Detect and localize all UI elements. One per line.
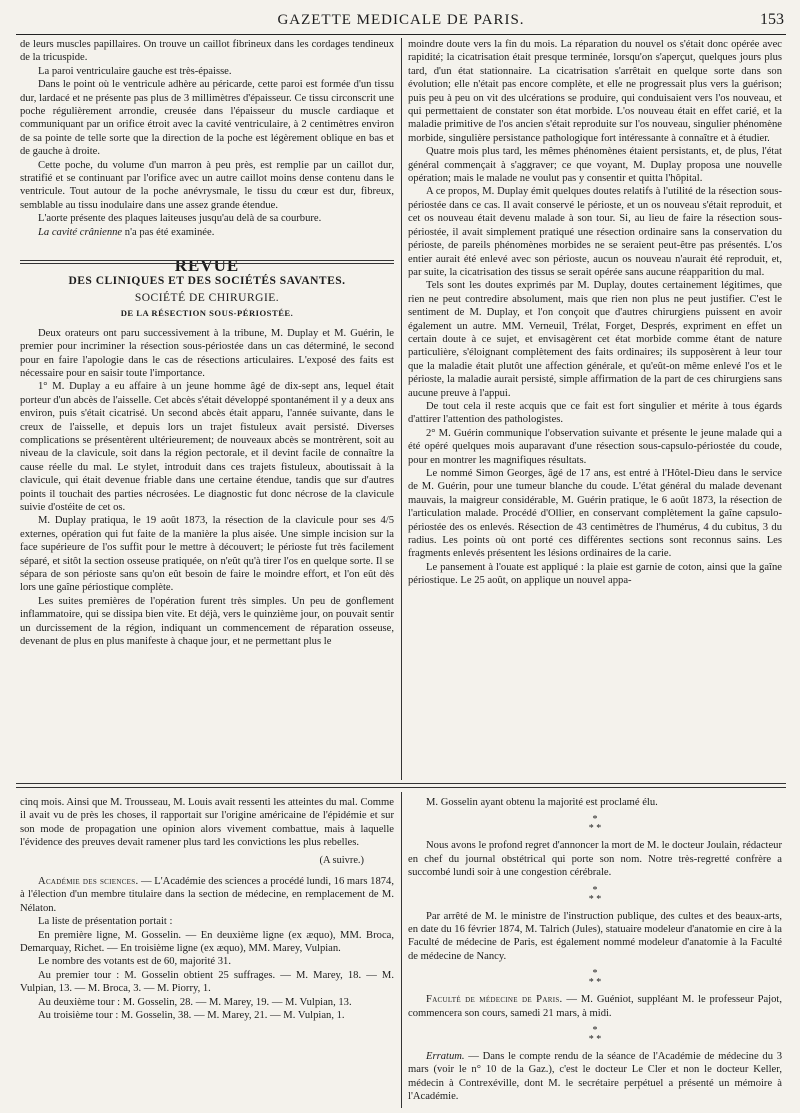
- paragraph: Cette poche, du volume d'un marron à peu près, est remplie par un caillot dur, stratifié et se continuant par l'orifice avec un autre caillot moins dense contenu dans le ventricule. Tout autour de la poche anévrysmale, le tissu du cœur est dur, fibreux, semblable au tissu inodulaire dans une assez grande étendue.: [20, 159, 394, 211]
- paragraph: Deux orateurs ont paru successivement à la tribune, M. Duplay et M. Guérin, le premier pour incriminer la résection sous-périostée dans un cas déterminé, le second pour en faire l'apologie dans le cas de résections articulaires. L'exposé des faits est nécessaire pour en saisir toute l'importance.: [20, 327, 394, 379]
- paragraph: L'aorte présente des plaques laiteuses jusqu'au delà de sa courbure.: [38, 213, 322, 225]
- paragraph: Nous avons le profond regret d'annoncer la mort de M. le docteur Joulain, rédacteur en chef du journal obstétrical qui porte son nom. Notre très-regretté confrère a succombé lundi soir à une congestion cérébrale.: [408, 840, 782, 879]
- paragraph: [408, 1050, 782, 1104]
- paragraph: moindre doute vers la fin du mois. La réparation du nouvel os s'était donc opérée avec rapidité; la cicatrisation était presque terminée, lorsqu'on s'aperçut, quelques jours plus tard, d'un état stationnaire. La cicatrisation s'arrêtait en quelque sorte dans son évolution; elle n'était pas encore complète, et elle ne progressait plus vers la guérison; puis peu à peu on vit des ulcérations se produire, qui conduisaient vers l'os nouveau, et qui permettaient de constater son état morbide. L'os nouveau était en effet carié, et la maladie primitive de l'os ancien s'était reproduite sur l'os nouveau, singulier phénomène morbide, singulière persistance pathologique fort intéressante à connaître et à étudier.: [408, 39, 782, 144]
- paragraph: A ce propos, M. Duplay émit quelques doutes relatifs à l'utilité de la résection sous-périostée dans ce cas. Il avait conservé le périoste, et un os nouveau s'était reproduit, et cet os nouveau était devenu malade à son tour. Si, au lieu de faire la résection sous-périostée, il avait simplement pratiqué une résection ordinaire sans la conservation du périoste, de pareils phénomènes morbides ne se seraient peut-être pas présentés. L'os entier aurait été enlevé avec son périoste, aucun os nouveau n'aurait été reproduit, et, par suite, la cicatrisation des tissus se serait opérée sans aucune réapparition du mal.: [408, 186, 782, 278]
- section-subtitle: DES CLINIQUES ET DES SOCIÉTÉS SAVANTES.: [68, 274, 346, 287]
- paragraph: Quatre mois plus tard, les mêmes phénomènes étaient persistants, et, de plus, l'état général commençait à s'aggraver; ce que voyant, M. Duplay proposa une nouvelle opération; mais le malade ne voulut pas y consentir et quitta l'hôpital.: [408, 146, 782, 185]
- paragraph: Au troisième tour : M. Gosselin, 38. — M. Marey, 21. — M. Vulpian, 1.: [38, 1010, 345, 1022]
- paragraph: La paroi ventriculaire gauche est très-épaisse.: [38, 65, 232, 77]
- page-number: 153: [760, 11, 784, 28]
- paragraph: Tels sont les doutes exprimés par M. Duplay, doutes certainement légitimes, que rien ne peut contredire absolument, mais que rien non plus ne peut justifier. C'est le sentiment de M. Duplay, et l'on conçoit que d'autres chirurgiens puissent en avoir également un autre. MM. Verneuil, Trélat, Forget, Després, expriment en effet un certain doute à ce sujet, et envisagèrent cet état morbide comme étant de nature particulière, s'éloignant complètement des faits ordinaires; ils supposèrent à leur tour que la maladie était plutôt une affection générale, et qu'eût-on même enlevé l'os et le périoste, la maladie aurait persisté, simple affirmation de la part de ces chirurgiens sans aucune preuve à l'appui.: [408, 280, 782, 399]
- section-title: REVUE: [174, 256, 240, 276]
- to-be-continued: (A suivre.): [319, 854, 364, 866]
- separator-stars: * * *: [588, 1025, 602, 1046]
- paragraph: Le pansement à l'ouate est appliqué : la plaie est garnie de coton, ainsi que la gaîne périostique. Le 25 août, on applique un nouvel appa-: [408, 561, 782, 587]
- column-divider: [401, 38, 402, 780]
- paragraph: M. Gosselin ayant obtenu la majorité est proclamé élu.: [426, 797, 658, 808]
- paragraph: 2° M. Guérin communique l'observation suivante et présente le jeune malade qui a été opéré quelques mois auparavant d'une résection sous-capsulo-périostée du coude, pour en montrer les magnifiques résultats.: [408, 427, 782, 466]
- section-rule: [20, 260, 394, 264]
- paragraph: La liste de présentation portait :: [38, 916, 173, 928]
- paragraph: En première ligne, M. Gosselin. — En deuxième ligne (ex æquo), MM. Broca, Demarquay, Richet. — En troisième ligne (ex æquo), MM. Marey, Vulpian.: [20, 929, 394, 955]
- paragraph: 1° M. Duplay a eu affaire à un jeune homme âgé de dix-sept ans, lequel était porteur d'un abcès de l'aisselle. Cet abcès s'était développé spontanément il y a deux ans environ, puis s'était cicatrisé. Un second abcès était apparu, l'année suivante, dans le creux de l'aisselle, et depuis lors un trajet fistuleux avait persisté. Diverses complications se présentèrent ultérieurement; de nouveaux abcès se montrèrent, soit au niveau de la clavicule, soit dans la région pectorale, et il devint facile de connaître la cause réelle du mal. Le stylet, introduit dans ces trajets fistuleux, aboutissait à la clavicule, qui était devenue friable dans une certaine étendue, tandis que sur d'autres points il touchait des parties nécrosées. Le diagnostic fut donc nécrose de la clavicule suivie d'ostéite de cet os.: [20, 381, 394, 513]
- society-heading: SOCIÉTÉ DE CHIRURGIE.: [134, 291, 280, 304]
- paragraph: de leurs muscles papillaires. On trouve un caillot fibrineux dans les cordages tendineux de la tricuspide.: [20, 39, 394, 64]
- column-1: [20, 38, 394, 773]
- paragraph: Le nommé Simon Georges, âgé de 17 ans, est entré à l'Hôtel-Dieu dans le service de M. Guérin, pour une tumeur blanche du coude. L'état général du malade devenant mauvais, la maigreur considérable, M. Guérin pratique, le 6 août 1873, la résection de l'articulation malade. Procédé d'Ollier, en conservant complètement la gaîne capsulo-périostée des os enlevés. Résection de 43 centimètres de l'humérus, 4 du cubitus, 3 du radius. Les points où ont porté ces différentes sections sont reconnus sains. Les fragments enlevés présentent les lésions ordinaires de la carie.: [408, 468, 782, 560]
- newspaper-page: [16, 8, 786, 1108]
- text: — Dans le compte rendu de la séance de l'Académie de médecine du 3 mars (voir le n° 10 de la Gaz.), c'est le docteur Le Cler et non le docteur Keller, médecin à Contrexéville, dont M. le secrétaire perpétuel a présenté un mémoire à l'Académie.: [408, 1051, 782, 1103]
- column-3: [20, 796, 394, 1108]
- paragraph: Le nombre des votants est de 60, majorité 31.: [38, 956, 231, 968]
- paragraph: Dans le point où le ventricule adhère au péricarde, cette paroi est formée d'un tissu dur, lardacé et ne présente pas plus de 3 millimètres d'épaisseur. Ce tissu circonscrit une poche régulièrement arrondie, creusée dans l'épaisseur du muscle cardiaque et communiquant par un orifice étroit avec la cavité ventriculaire, à 2 centimètres environ de sa pointe de telle sorte que la direction de la poche est légèrement oblique en bas et de gauche à droite.: [20, 79, 394, 158]
- text: n'a pas été examinée.: [122, 226, 215, 238]
- separator-stars: * * *: [588, 884, 602, 905]
- paragraph: cinq mois. Ainsi que M. Trousseau, M. Louis avait ressenti les atteintes du mal. Comme il avait vu de près les choses, il rapportait sur l'origine américaine de l'épidémie et sur son mode de propagation une opinion alors vivement combattue, mais à laquelle l'évidence des preuves devait ramener plus tard les convictions les plus rebelles.: [20, 797, 394, 849]
- column-4: [408, 796, 782, 1108]
- paragraph: Par arrêté de M. le ministre de l'instruction publique, des cultes et des beaux-arts, en date du 16 février 1874, M. Talrich (Jules), statuaire modeleur d'anatomie en cire à la Faculté de médecine de Paris, est également nommé modeleur d'anatomie à la Faculté de médecine de Nancy.: [408, 910, 782, 962]
- paragraph: [408, 993, 782, 1020]
- paragraph: [20, 226, 394, 239]
- paragraph: M. Duplay pratiqua, le 19 août 1873, la résection de la clavicule pour ses 4/5 externes, opération qui fut faite de la manière la plus aisée. Une simple incision sur la face supérieure de l'os suffit pour le mettre à découvert; le périoste fut très facilement séparé, et sitôt la section osseuse pratiquée, on n'eût qu'à tirer l'os en quelque sorte. Il se sépara de son périoste sans qu'on eût besoin de faire le moindre effort, et l'on eût dès lors une gaîne périostique complète.: [20, 515, 394, 594]
- separator-stars: * * *: [588, 814, 602, 835]
- feuilleton-rule: [16, 783, 786, 784]
- page-header: [16, 8, 786, 35]
- feuilleton-rule: [16, 787, 786, 788]
- article-heading: DE LA RÉSECTION SOUS-PÉRIOSTÉE.: [120, 308, 294, 319]
- separator-stars: * * *: [588, 968, 602, 989]
- paragraph: De tout cela il reste acquis que ce fait est fort singulier et mérite à tous égards d'attirer l'attention des pathologistes.: [408, 400, 782, 426]
- column-2: [408, 38, 782, 773]
- emphasis: La cavité crânienne: [38, 226, 123, 238]
- paragraph: Au deuxième tour : M. Gosselin, 28. — M. Marey, 19. — M. Vulpian, 13.: [38, 996, 352, 1008]
- text: — L'Académie des sciences a procédé lundi, 16 mars 1874, à l'élection d'un membre titulaire dans la section de médecine, en remplacement de M. Nélaton.: [20, 876, 394, 914]
- rubric-heading: Faculté de médecine de Paris.: [426, 994, 563, 1006]
- rubric-heading: Erratum.: [426, 1051, 465, 1063]
- text: — M. Guéniot, suppléant M. le professeur Pajot, commencera son cours, samedi 21 mars, à midi.: [408, 994, 782, 1019]
- journal-title: GAZETTE MEDICALE DE PARIS.: [277, 12, 525, 28]
- paragraph: [20, 875, 394, 915]
- paragraph: Au premier tour : M. Gosselin obtient 25 suffrages. — M. Marey, 18. — M. Vulpian, 13. — M. Broca, 3. — M. Piorry, 1.: [20, 969, 394, 995]
- rubric-heading: Académie des sciences.: [38, 876, 139, 888]
- paragraph: Les suites premières de l'opération furent très simples. Un peu de gonflement inflammatoire, qui se dissipa bien vite. Et déjà, vers le quinzième jour, on pouvait sentir un durcissement de la région, indiquant un commencement de réparation osseuse, devenant de plus en plus manifeste à chaque jour, et ne permettant plus le: [20, 595, 394, 648]
- column-divider: [401, 792, 402, 1108]
